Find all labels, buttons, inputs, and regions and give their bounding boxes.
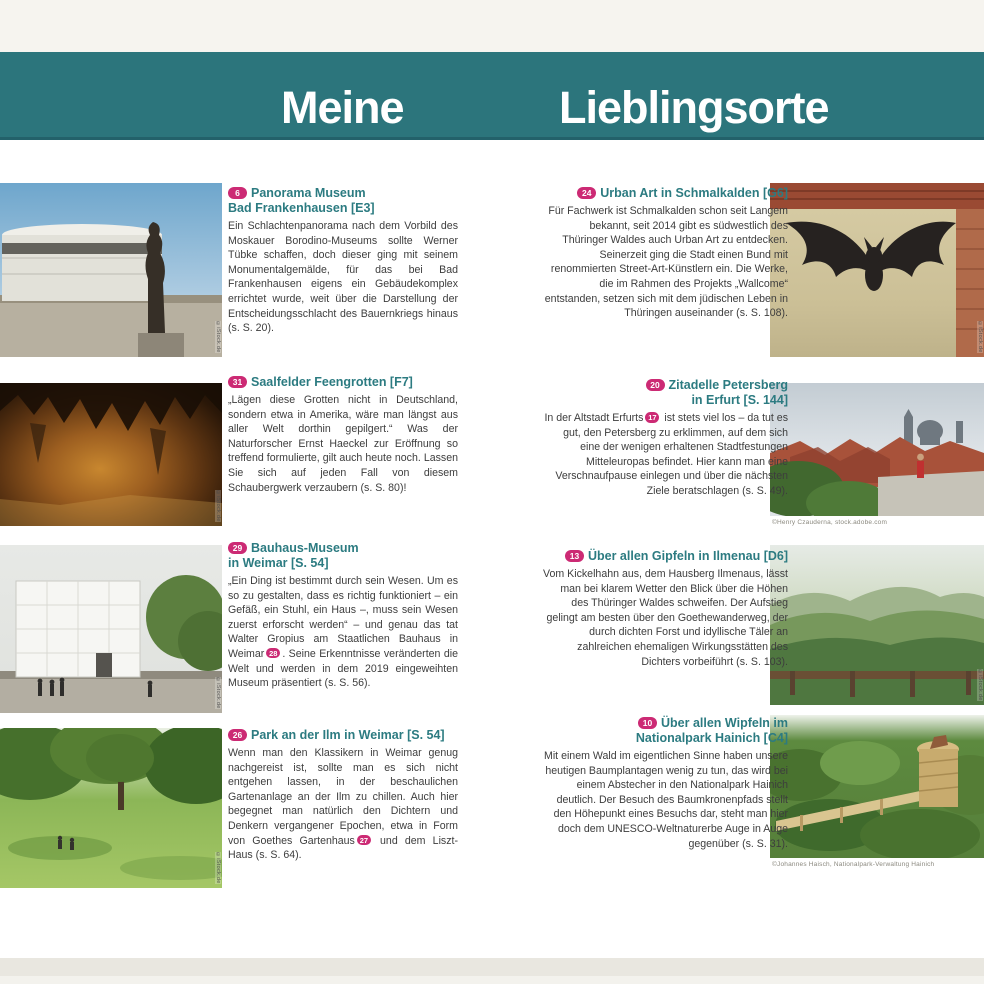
photo-credit: ©iStock.de bbox=[215, 677, 221, 709]
block-title: Bauhaus-Museum bbox=[251, 541, 359, 555]
block-title-line2: Nationalpark Hainich [C4] bbox=[635, 731, 788, 745]
block-title: Panorama Museum bbox=[251, 186, 366, 200]
photo-hainich-baumkronenpfad bbox=[770, 715, 984, 858]
block-heading bbox=[228, 186, 458, 216]
map-number-badge: 24 bbox=[577, 187, 596, 199]
inline-map-badge: 27 bbox=[357, 835, 371, 846]
page-bottom-margin bbox=[0, 976, 984, 984]
block-heading bbox=[228, 728, 458, 743]
block-heading bbox=[543, 549, 788, 564]
block-title: Saalfelder Feengrotten [F7] bbox=[251, 375, 413, 389]
block-wipfeln-hainich bbox=[543, 716, 788, 851]
block-saalfelder-feengrotten bbox=[228, 375, 458, 495]
erfurt-illustration bbox=[770, 383, 984, 516]
inline-map-badge: 17 bbox=[645, 412, 659, 423]
body-text: und dem Liszt-Haus (s. S. 64). bbox=[228, 834, 458, 862]
block-body: Ein Schlachtenpanorama nach dem Vorbild des Moskauer Borodino-Museums sollte Werner Tübke schaffen, doch dieser ging mit seinem Monumentalgemälde, für das bei Bad Frankenhausen eigens ein Gebäudekomplex errichtet wurde, weit über die Darstellung der Entscheidungsschlacht des Bauernkriegs hinaus (s. S. 20). bbox=[228, 220, 458, 335]
block-heading bbox=[228, 541, 458, 571]
panorama-museum-illustration bbox=[0, 183, 222, 357]
map-number-badge: 31 bbox=[228, 376, 247, 388]
block-heading bbox=[543, 186, 788, 201]
block-heading bbox=[543, 716, 788, 746]
block-heading bbox=[228, 375, 458, 390]
photo-credit: ©iStock.de bbox=[215, 490, 221, 522]
photo-credit: ©iStock.de bbox=[215, 321, 221, 353]
block-title-line2: in Weimar [S. 54] bbox=[228, 556, 329, 570]
photo-ilmenau-kickelhahn-view bbox=[770, 545, 984, 705]
photo-panorama-museum bbox=[0, 183, 222, 357]
block-title: Über allen Gipfeln in Ilmenau [D6] bbox=[587, 549, 788, 563]
header-title-right: Lieblingsorte bbox=[559, 82, 829, 133]
photo-saalfelder-feengrotten bbox=[0, 383, 222, 526]
block-body bbox=[543, 411, 788, 499]
photo-park-an-der-ilm bbox=[0, 728, 222, 888]
park-illustration bbox=[0, 728, 222, 888]
photo-credit: ©iStock.de bbox=[977, 669, 983, 701]
block-body: Für Fachwerk ist Schmalkalden schon seit Langem bekannt, seit 2014 gibt es südwestlich des Thüringer Waldes auch Urban Art zu entdecken. Seinerzeit ging die Stadt einen Bund mit renommierten Street-Art-Künstlern ein. Die Werke, die im Rahmen des Projekts „Wallcome“ entstanden, setzen sich mit dem jüdischen Leben in Thüringen auseinander (s. S. 108). bbox=[544, 205, 788, 320]
photo-credit: ©iStock.de bbox=[215, 852, 221, 884]
block-body: Vom Kickelhahn aus, dem Hausberg Ilmenaus, lässt man bei klarem Wetter den Blick über die Höhen des Thüringer Waldes schweifen. Der Aufstieg gelingt am besten über den Goethewanderweg, der durch dichten Forst und idyllische Täler an zahlreichen ehemaligen Wirkungsstätten des Dichters vorbeiführt (s. S. 103). bbox=[543, 568, 788, 668]
map-number-badge: 10 bbox=[638, 717, 657, 729]
body-text: „Ein Ding ist bestimmt durch sein Wesen. Um es so zu gestalten, dass es richtig funktioniert – ein Gefäß, ein Stuhl, ein Haus –, muss sein Wesen zuerst erforscht werden“ – und genau das tat Walter Gropius am Staatlichen Bauhaus in Weimar bbox=[228, 575, 458, 660]
photo-credit: ©Johannes Haisch, Nationalpark-Verwaltung Hainich bbox=[772, 861, 935, 868]
bat-mural-illustration bbox=[770, 183, 984, 357]
block-title: Zitadelle Petersberg bbox=[668, 378, 788, 392]
map-number-badge: 20 bbox=[646, 379, 665, 391]
block-panorama-museum bbox=[228, 186, 458, 336]
photo-erfurt-petersberg-view bbox=[770, 383, 984, 516]
map-number-badge: 13 bbox=[565, 550, 584, 562]
block-urban-art-schmalkalden bbox=[543, 186, 788, 321]
body-text: Wenn man den Klassikern in Weimar genug nachgereist ist, sollte man es sich nicht entgehen lassen, in der beschaulichen Gartenanlage an der Ilm zu chillen. Auch hier begegnet man natürlich den Dichtern und Denkern vergangener Epochen, etwa in Form von Goethes Gartenhaus bbox=[228, 747, 458, 847]
body-text: . Seine Erkenntnisse veränderten die Welt und werden in dem 2019 eingeweihten Museum präsentiert (s. S. 56). bbox=[228, 647, 458, 690]
bauhaus-illustration bbox=[0, 545, 222, 713]
map-number-badge: 6 bbox=[228, 187, 247, 199]
block-body: „Lägen diese Grotten nicht in Deutschland, sondern etwa in Amerika, wäre man längst aus aller Welt dorthin gepilgert.“ Was der Naturforscher Ernst Haeckel zur Eröffnung so treffend formulierte, gilt auch heute noch. Lassen Sie sich auf jeden Fall von diesem Schaubergwerk verzaubern (s. S. 80)! bbox=[228, 394, 458, 494]
body-text: ist stets viel los – da tut es gut, den Petersberg zu erklimmen, auf dem sich eine der wenigen erhaltenen Stadtfestungen Mitteleuropas befindet. Hier kann man eine Verschnaufpause einlegen und über die nächsten Ziele beratschlagen (s. S. 49). bbox=[555, 412, 788, 497]
block-title: Urban Art in Schmalkalden [G6] bbox=[600, 186, 788, 200]
block-gipfeln-ilmenau bbox=[543, 549, 788, 669]
block-title-line2: in Erfurt [S. 144] bbox=[691, 393, 788, 407]
inline-map-badge: 28 bbox=[266, 648, 280, 659]
header-title-left: Meine bbox=[281, 82, 404, 133]
map-number-badge: 26 bbox=[228, 729, 247, 741]
block-title: Über allen Wipfeln im bbox=[661, 716, 788, 730]
block-body bbox=[228, 746, 458, 863]
photo-credit: ©Henry Czauderna, stock.adobe.com bbox=[772, 519, 888, 526]
page-top-margin bbox=[0, 0, 984, 52]
ilmenau-illustration bbox=[770, 545, 984, 705]
block-bauhaus-museum bbox=[228, 541, 458, 691]
block-title-line2: Bad Frankenhausen [E3] bbox=[228, 201, 375, 215]
block-heading bbox=[543, 378, 788, 408]
hainich-illustration bbox=[770, 715, 984, 858]
body-text: In der Altstadt Erfurts bbox=[544, 412, 644, 424]
map-number-badge: 29 bbox=[228, 542, 247, 554]
photo-bauhaus-museum bbox=[0, 545, 222, 713]
block-zitadelle-petersberg bbox=[543, 378, 788, 499]
photo-urban-art-bat-mural bbox=[770, 183, 984, 357]
page-header bbox=[0, 52, 984, 140]
block-body: Mit einem Wald im eigentlichen Sinne haben unsere heutigen Baumplantagen wenig zu tun, das wird bei einem Abstecher in den Nationalpark Hainich deutlich. Der Besuch des Baumkronenpfads stellt den Höhepunkt eines Besuchs dar, steht man hier doch dem UNESCO-Weltnaturerbe Auge in Auge gegenüber (s. S. 31). bbox=[544, 750, 788, 850]
block-title: Park an der Ilm in Weimar [S. 54] bbox=[251, 728, 445, 742]
block-body bbox=[228, 574, 458, 691]
page-bottom-edge bbox=[0, 958, 984, 976]
feengrotten-illustration bbox=[0, 383, 222, 526]
photo-credit: ©iStock.de bbox=[977, 321, 983, 353]
block-park-an-der-ilm bbox=[228, 728, 458, 863]
